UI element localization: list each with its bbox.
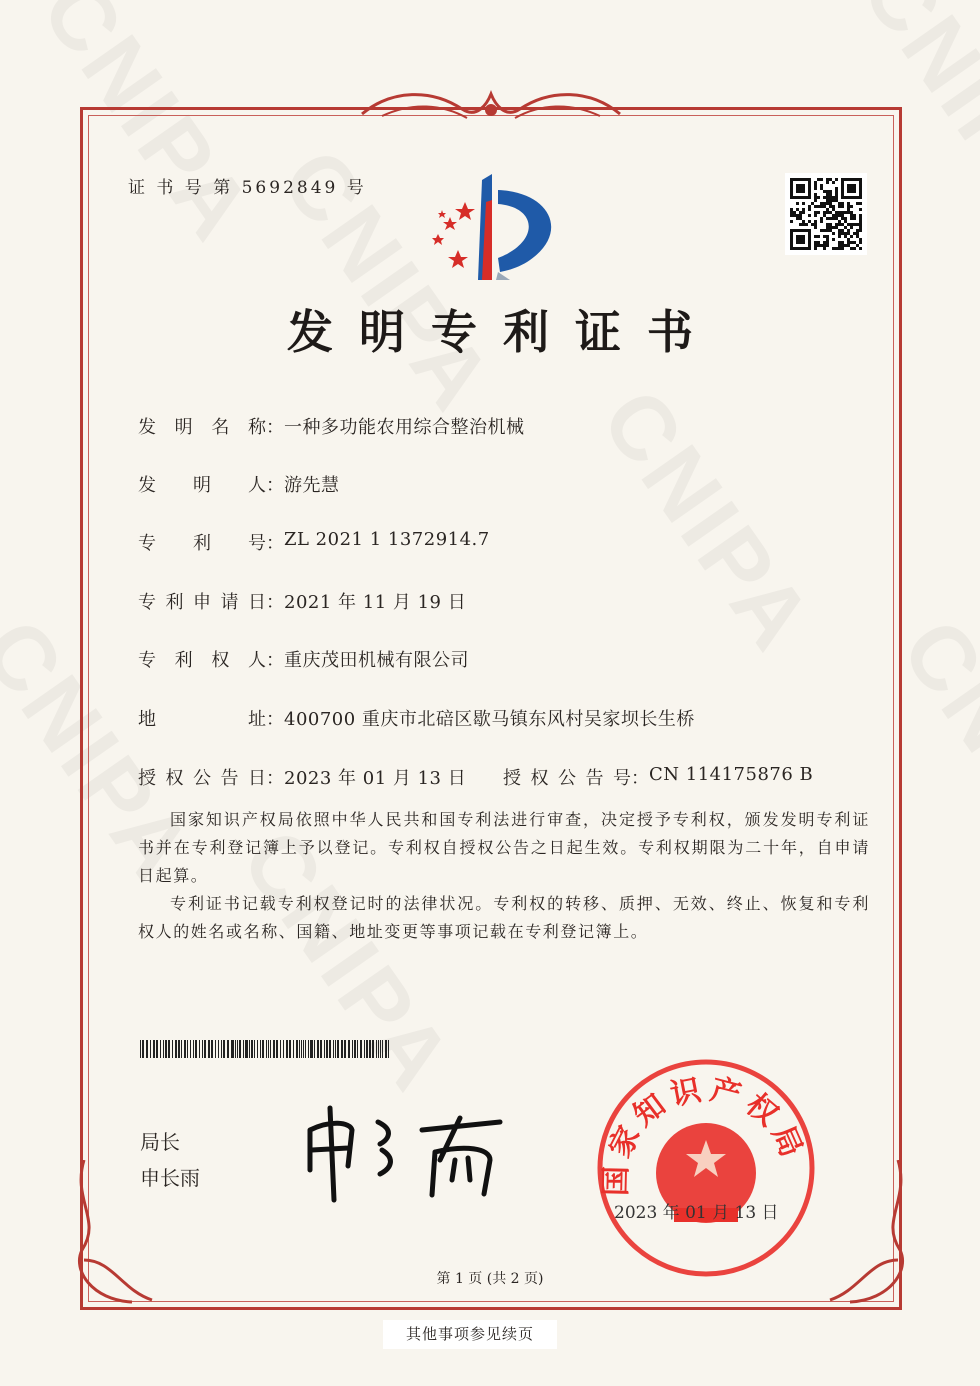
- label-char: 明: [174, 417, 193, 438]
- qr-code[interactable]: [785, 173, 867, 255]
- continuation-note: 其他事项参见续页: [383, 1320, 557, 1349]
- label-char: 专: [138, 592, 156, 613]
- field-label: [503, 764, 631, 790]
- label-char: 发: [138, 417, 156, 438]
- field-row: [138, 529, 490, 555]
- field-label: [138, 413, 266, 439]
- field-value: 重庆茂田机械有限公司: [284, 650, 469, 671]
- field-label: [138, 646, 266, 672]
- label-char: 号: [248, 533, 266, 554]
- field-value: 2021 年 11 月 19 日: [284, 592, 467, 613]
- label-char: 权: [530, 768, 549, 789]
- colon: ：: [266, 768, 284, 789]
- colon: ：: [266, 475, 284, 496]
- field-label: [138, 529, 266, 555]
- label-char: 地: [138, 709, 156, 730]
- announcement-number-value: CN 114175876 B: [649, 764, 814, 785]
- label-char: 称: [247, 417, 266, 438]
- field-row: [138, 413, 525, 439]
- seal-text: 国家知识产权局: [598, 1071, 812, 1197]
- label-char: 日: [248, 768, 266, 789]
- field-value: 400700 重庆市北碚区歇马镇东风村吴家坝长生桥: [284, 709, 695, 730]
- label-char: 明: [193, 475, 211, 496]
- director-signature: [300, 1100, 510, 1205]
- label-char: 告: [585, 768, 604, 789]
- statement-paragraph: 专利证书记载专利权登记时的法律状况。专利权的转移、质押、无效、终止、恢复和专利权人的姓名或名称、国籍、地址变更等事项记载在专利登记簿上。: [138, 894, 870, 941]
- field-value: 2023 年 01 月 13 日: [284, 768, 467, 789]
- certificate-number: 证 书 号 第 5692849 号: [128, 178, 367, 198]
- top-ornament-icon: [352, 84, 630, 130]
- label-char: 名: [211, 417, 230, 438]
- colon: ：: [266, 592, 284, 613]
- label-char: 专: [138, 650, 156, 671]
- statement-paragraph: 国家知识产权局依照中华人民共和国专利法进行审查，决定授予专利权，颁发发明专利证书并在专利登记簿上予以登记。专利权自授权公告之日起生效。专利权期限为二十年，自申请日起算。: [138, 810, 870, 885]
- label-char: 人: [247, 650, 266, 671]
- field-row: [138, 705, 695, 731]
- colon: ：: [266, 533, 284, 554]
- barcode: [140, 1040, 390, 1058]
- field-label: [138, 705, 266, 731]
- label-char: 利: [174, 650, 193, 671]
- field-label: [138, 588, 266, 614]
- label-char: 日: [248, 592, 266, 613]
- label-char: 人: [248, 475, 266, 496]
- label-char: 号: [613, 768, 631, 789]
- label-char: 利: [165, 592, 184, 613]
- label-char: 请: [220, 592, 239, 613]
- field-value: 一种多功能农用综合整治机械: [284, 417, 525, 438]
- colon: ：: [266, 417, 284, 438]
- label-char: 告: [220, 768, 239, 789]
- field-label: [138, 471, 266, 497]
- label-char: 专: [138, 533, 156, 554]
- field-row: [138, 588, 466, 614]
- cnipa-logo-icon: [420, 172, 570, 284]
- label-char: 发: [138, 475, 156, 496]
- field-value: ZL 2021 1 1372914.7: [284, 529, 490, 550]
- official-seal: [596, 1058, 816, 1278]
- label-char: 址: [248, 709, 266, 730]
- field-value: 游先慧: [284, 475, 340, 496]
- page-number: 第 1 页 (共 2 页): [436, 1271, 544, 1287]
- label-char: 授: [138, 768, 156, 789]
- colon: ：: [266, 650, 284, 671]
- label-char: 申: [193, 592, 211, 613]
- seal-date: 2023 年 01 月 13 日: [614, 1203, 779, 1223]
- field-row: [138, 764, 466, 790]
- announcement-number-row: 授 权 公 告 号 ： CN 114175876 B: [503, 764, 814, 789]
- field-row: [138, 471, 340, 497]
- director-title: 局长: [140, 1130, 180, 1154]
- page-title: 发明专利证书: [287, 305, 719, 359]
- label-char: 授: [503, 768, 521, 789]
- colon: ：: [266, 709, 284, 730]
- label-char: 权: [165, 768, 184, 789]
- label-char: 利: [193, 533, 211, 554]
- field-label: [138, 764, 266, 790]
- director-name: 申长雨: [140, 1166, 200, 1190]
- label-char: 公: [193, 768, 211, 789]
- field-row: [138, 646, 469, 672]
- label-char: 公: [558, 768, 576, 789]
- label-char: 权: [211, 650, 230, 671]
